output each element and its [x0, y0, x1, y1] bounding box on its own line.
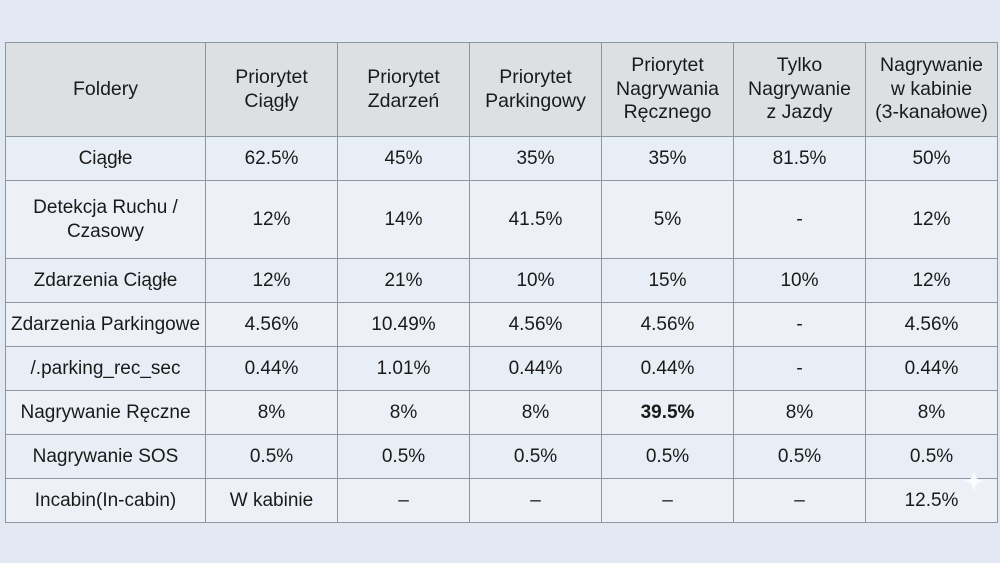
- value-cell: 8%: [734, 391, 866, 435]
- table-row: [6, 259, 998, 303]
- value-cell: 0.5%: [602, 435, 734, 479]
- header-cell: Foldery: [6, 43, 206, 137]
- table-row: [6, 181, 998, 259]
- value-cell: 14%: [338, 181, 470, 259]
- row-label-cell: /.parking_rec_sec: [6, 347, 206, 391]
- header-cell: Priorytet Parkingowy: [470, 43, 602, 137]
- value-cell: 8%: [206, 391, 338, 435]
- value-cell: 10.49%: [338, 303, 470, 347]
- value-cell: -: [734, 181, 866, 259]
- row-label-cell: Nagrywanie Ręczne: [6, 391, 206, 435]
- value-cell: 4.56%: [470, 303, 602, 347]
- value-cell: 12%: [866, 181, 998, 259]
- header-cell: Priorytet Ciągły: [206, 43, 338, 137]
- value-cell: 1.01%: [338, 347, 470, 391]
- row-label-cell: Zdarzenia Ciągłe: [6, 259, 206, 303]
- header-row: [6, 43, 998, 137]
- value-cell: 0.5%: [866, 435, 998, 479]
- value-cell: 8%: [470, 391, 602, 435]
- value-cell: 39.5%: [602, 391, 734, 435]
- table-row: [6, 435, 998, 479]
- value-cell: –: [338, 479, 470, 523]
- row-label-cell: Zdarzenia Parkingowe: [6, 303, 206, 347]
- value-cell: 35%: [470, 137, 602, 181]
- value-cell: 10%: [734, 259, 866, 303]
- value-cell: 12%: [206, 259, 338, 303]
- table-row: [6, 479, 998, 523]
- value-cell: 0.44%: [206, 347, 338, 391]
- table-container: [5, 42, 997, 523]
- value-cell: 0.44%: [866, 347, 998, 391]
- value-cell: 0.44%: [470, 347, 602, 391]
- row-label-cell: Incabin(In-cabin): [6, 479, 206, 523]
- value-cell: –: [470, 479, 602, 523]
- value-cell: 0.44%: [602, 347, 734, 391]
- value-cell: -: [734, 347, 866, 391]
- row-label-cell: Nagrywanie SOS: [6, 435, 206, 479]
- value-cell: 4.56%: [866, 303, 998, 347]
- value-cell: 41.5%: [470, 181, 602, 259]
- value-cell: 8%: [866, 391, 998, 435]
- header-cell: Nagrywanie w kabinie (3-kanałowe): [866, 43, 998, 137]
- value-cell: 4.56%: [206, 303, 338, 347]
- value-cell: -: [734, 303, 866, 347]
- table-row: [6, 391, 998, 435]
- value-cell: –: [602, 479, 734, 523]
- value-cell: 0.5%: [338, 435, 470, 479]
- header-cell: Priorytet Zdarzeń: [338, 43, 470, 137]
- value-cell: W kabinie: [206, 479, 338, 523]
- value-cell: 0.5%: [206, 435, 338, 479]
- sparkle-icon: [963, 470, 985, 492]
- value-cell: 5%: [602, 181, 734, 259]
- table-row: [6, 137, 998, 181]
- header-cell: Priorytet Nagrywania Ręcznego: [602, 43, 734, 137]
- table-row: [6, 303, 998, 347]
- value-cell: 81.5%: [734, 137, 866, 181]
- row-label-cell: Ciągłe: [6, 137, 206, 181]
- folder-allocation-table: [5, 42, 998, 523]
- value-cell: 10%: [470, 259, 602, 303]
- value-cell: 21%: [338, 259, 470, 303]
- row-label-cell: Detekcja Ruchu / Czasowy: [6, 181, 206, 259]
- value-cell: 12.5%: [866, 479, 998, 523]
- header-cell: Tylko Nagrywanie z Jazdy: [734, 43, 866, 137]
- value-cell: 35%: [602, 137, 734, 181]
- value-cell: 15%: [602, 259, 734, 303]
- value-cell: 50%: [866, 137, 998, 181]
- value-cell: 4.56%: [602, 303, 734, 347]
- value-cell: 12%: [206, 181, 338, 259]
- value-cell: 8%: [338, 391, 470, 435]
- value-cell: 0.5%: [470, 435, 602, 479]
- value-cell: 62.5%: [206, 137, 338, 181]
- table-row: [6, 347, 998, 391]
- value-cell: –: [734, 479, 866, 523]
- value-cell: 0.5%: [734, 435, 866, 479]
- value-cell: 45%: [338, 137, 470, 181]
- value-cell: 12%: [866, 259, 998, 303]
